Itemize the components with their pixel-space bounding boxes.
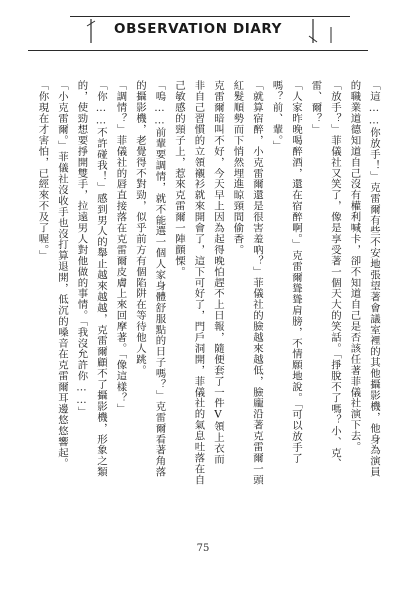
header-top-rule (70, 16, 350, 17)
text-line: 「就算宿醉，小克雷爾還是很害羞吶？」菲儀社的臉越來越低，臉龐沿著克雷爾一頭 (251, 80, 263, 486)
vertical-body-text (25, 80, 381, 515)
header-small-accent-icon (326, 26, 336, 44)
page-number: 75 (196, 543, 210, 554)
text-line: 「你現在才害怕，已經來不及了喔。」 (36, 80, 49, 261)
page-header-title: OBSERVATION DIARY (114, 21, 283, 37)
text-line: 「嗚……前輩要調情，就不能選一個人家身體舒服點的日子嗎？」克雷爾看著角落 (153, 80, 166, 478)
text-line: 的職業道德知道自己沒有權利喊卡，卻不知道自己是否該任著菲儀社演下去。 (348, 80, 361, 453)
text-line: 的，使勁想要掙開雙手，拉遠男人對他做的事情。「我沒允許你……」 (75, 80, 88, 418)
page-header (8, 6, 398, 54)
text-line: 克雷爾暗叫不好，今天早上因為起得晚怕趕不上日報，隨便套了一件V領上衣而 (212, 80, 224, 465)
text-line: 「調情？」菲儀社的唇直接落在克雷爾皮膚上來回摩著。「像這樣？」 (114, 80, 127, 415)
header-right-accent-icon (308, 18, 318, 44)
header-left-accent-icon (86, 18, 96, 44)
text-line: 「這……你放手！」克雷爾有些不安地張望著會議室裡的其他攝影機，他身為演員 (368, 80, 380, 478)
text-line: 非自己習慣的立領襯衫就來開會了，這下可好了，門戶洞開，菲儀社的氣息吐落在自 (192, 80, 205, 486)
text-line: 己敏感的頸子上，惹來克雷爾一陣顫慄。 (173, 80, 185, 278)
text-line: 「你……不許碰我！」感到男人的舉止越來越越，克雷爾顧不了攝影機，形象之類 (95, 80, 107, 478)
text-line: 嗎？前、輩。」 (270, 80, 283, 152)
text-line: 「小克雷爾。」菲儀社沒收手也沒打算退開，低沉的嗓音在克雷爾耳邊悠悠響起。 (56, 80, 68, 469)
text-line: 紅髮順勢而下悄然埋進晾頸間偷香。 (231, 80, 244, 256)
text-line: 雷、爾？」 (309, 80, 322, 135)
header-bottom-rule (28, 50, 368, 51)
text-line: 「人家昨晚喝醉酒，還在宿醉啊。」克雷爾聳聳肩膀，不情願地說。「可以放手了 (290, 80, 302, 464)
text-line: 「放手？」菲儀社又笑了，像是享受著一個天大的笑話。「掙脫不了嗎？小、克、 (329, 80, 341, 469)
text-line: 的攝影機，老覺得不對勁，似乎前方有個陷阱在等待他人跳。 (134, 80, 146, 376)
